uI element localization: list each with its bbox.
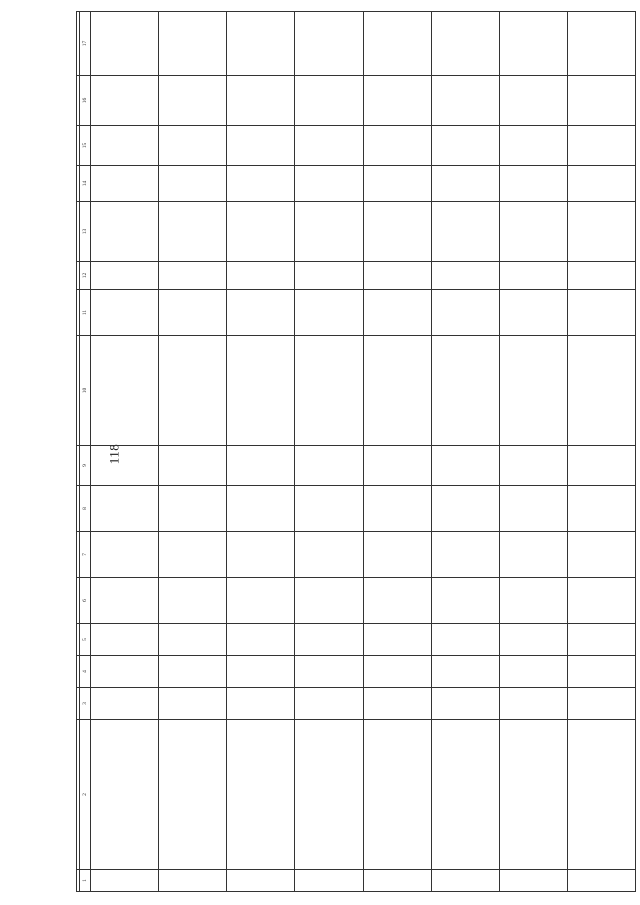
table-cell — [567, 870, 635, 892]
table-cell — [227, 578, 295, 624]
column-number: 8 — [80, 486, 91, 532]
column-number: 9 — [80, 446, 91, 486]
column-number: 7 — [80, 532, 91, 578]
table-cell — [295, 12, 363, 76]
table-cell — [499, 624, 567, 656]
table-cell — [363, 720, 431, 870]
table-cell — [227, 12, 295, 76]
table-cell — [159, 532, 227, 578]
table-cell — [295, 486, 363, 532]
table-cell — [363, 486, 431, 532]
column-number-row — [80, 12, 91, 892]
table-body — [91, 12, 636, 892]
table-cell — [499, 656, 567, 688]
table-cell — [91, 720, 159, 870]
table-cell — [91, 870, 159, 892]
table-cell — [431, 578, 499, 624]
table-cell — [159, 76, 227, 126]
table-cell — [295, 166, 363, 202]
table-cell — [499, 290, 567, 336]
table-cell — [431, 720, 499, 870]
column-number: 11 — [80, 290, 91, 336]
table-cell — [567, 290, 635, 336]
table-cell — [499, 76, 567, 126]
table-row — [431, 12, 499, 892]
table-row — [295, 12, 363, 892]
table-cell — [567, 262, 635, 290]
table-cell — [295, 532, 363, 578]
column-number: 4 — [80, 656, 91, 688]
table-cell — [91, 76, 159, 126]
table-cell — [363, 126, 431, 166]
table-cell — [159, 262, 227, 290]
table-cell — [159, 166, 227, 202]
table-cell — [227, 336, 295, 446]
table-cell — [431, 486, 499, 532]
table-cell — [499, 336, 567, 446]
table-cell — [499, 870, 567, 892]
table-cell — [91, 624, 159, 656]
table-cell — [567, 486, 635, 532]
table-cell — [91, 486, 159, 532]
table-cell — [91, 166, 159, 202]
table-cell — [363, 624, 431, 656]
table-cell — [431, 446, 499, 486]
table-cell — [431, 76, 499, 126]
table-cell — [295, 688, 363, 720]
table-cell — [91, 290, 159, 336]
table-cell — [159, 202, 227, 262]
table-row — [91, 12, 159, 892]
column-number: 13 — [80, 202, 91, 262]
table-cell — [499, 12, 567, 76]
table-cell — [567, 126, 635, 166]
column-number: 15 — [80, 126, 91, 166]
table-cell — [363, 532, 431, 578]
table-cell — [91, 262, 159, 290]
table-cell — [431, 12, 499, 76]
table-cell — [431, 688, 499, 720]
table-cell — [91, 656, 159, 688]
table-cell — [567, 446, 635, 486]
table-cell — [567, 336, 635, 446]
table-cell — [227, 532, 295, 578]
table-cell — [295, 578, 363, 624]
table-cell — [295, 446, 363, 486]
table-cell — [363, 578, 431, 624]
column-number: 16 — [80, 76, 91, 126]
table-row — [159, 12, 227, 892]
table-cell — [227, 720, 295, 870]
table-cell — [499, 486, 567, 532]
column-number: 2 — [80, 720, 91, 870]
table-cell — [499, 720, 567, 870]
table-cell — [227, 656, 295, 688]
table-cell — [91, 688, 159, 720]
table-cell — [159, 12, 227, 76]
table-cell — [159, 870, 227, 892]
table-cell — [567, 624, 635, 656]
table-cell — [295, 126, 363, 166]
table-cell — [499, 446, 567, 486]
table-cell — [227, 624, 295, 656]
table-cell — [159, 446, 227, 486]
table-cell — [295, 76, 363, 126]
table-cell — [567, 12, 635, 76]
table-cell — [295, 656, 363, 688]
table-cell — [431, 336, 499, 446]
table-cell — [91, 202, 159, 262]
table-row — [227, 12, 295, 892]
column-number: 14 — [80, 166, 91, 202]
table-cell — [363, 446, 431, 486]
column-number: 5 — [80, 624, 91, 656]
table-cell — [363, 202, 431, 262]
table-cell — [363, 76, 431, 126]
table-cell — [363, 262, 431, 290]
column-number: 17 — [80, 12, 91, 76]
table-cell — [295, 202, 363, 262]
table-cell — [227, 202, 295, 262]
table-cell — [159, 486, 227, 532]
table-cell — [431, 656, 499, 688]
table-cell — [363, 870, 431, 892]
table-cell — [227, 290, 295, 336]
table-cell — [227, 870, 295, 892]
table-cell — [91, 126, 159, 166]
table-cell — [567, 688, 635, 720]
table-cell — [567, 202, 635, 262]
table-cell — [227, 446, 295, 486]
table-cell — [431, 624, 499, 656]
table-cell — [91, 578, 159, 624]
table-cell — [499, 126, 567, 166]
table-cell — [567, 166, 635, 202]
table-cell — [363, 336, 431, 446]
table-cell — [363, 290, 431, 336]
table-cell — [499, 202, 567, 262]
table-cell — [159, 720, 227, 870]
table-cell — [363, 166, 431, 202]
table-cell — [431, 870, 499, 892]
table-cell — [567, 578, 635, 624]
table-cell — [159, 624, 227, 656]
table-cell — [159, 290, 227, 336]
table-cell — [295, 720, 363, 870]
table-cell — [295, 290, 363, 336]
table-cell — [499, 688, 567, 720]
table-cell — [227, 166, 295, 202]
table-cell — [431, 126, 499, 166]
table-row — [363, 12, 431, 892]
table-cell — [499, 262, 567, 290]
table-cell — [567, 720, 635, 870]
table-cell — [227, 126, 295, 166]
table-cell — [91, 336, 159, 446]
table-row — [499, 12, 567, 892]
table-cell — [91, 12, 159, 76]
table-cell — [567, 76, 635, 126]
table-cell — [431, 166, 499, 202]
table-cell — [159, 578, 227, 624]
table-cell — [159, 336, 227, 446]
rotated-table-container — [76, 12, 636, 892]
table-cell — [567, 532, 635, 578]
table-cell — [91, 532, 159, 578]
table-cell — [567, 656, 635, 688]
table-cell — [227, 486, 295, 532]
table-cell — [91, 443, 159, 486]
table-cell — [159, 656, 227, 688]
table-row — [567, 12, 635, 892]
table-cell — [363, 12, 431, 76]
table-cell — [227, 688, 295, 720]
table-cell — [295, 870, 363, 892]
registry-table — [76, 11, 636, 892]
table-cell — [295, 262, 363, 290]
table-cell — [363, 688, 431, 720]
column-number: 12 — [80, 262, 91, 290]
table-cell — [431, 532, 499, 578]
column-number: 3 — [80, 688, 91, 720]
table-cell — [363, 656, 431, 688]
table-cell — [431, 262, 499, 290]
table-cell — [499, 166, 567, 202]
table-cell — [227, 262, 295, 290]
table-cell — [159, 688, 227, 720]
table-cell — [295, 336, 363, 446]
column-number: 10 — [80, 336, 91, 446]
column-number: 6 — [80, 578, 91, 624]
table-cell — [499, 532, 567, 578]
table-cell — [431, 290, 499, 336]
page-number: 118 — [106, 443, 122, 465]
table-cell — [295, 624, 363, 656]
table-cell — [431, 202, 499, 262]
table-cell — [499, 578, 567, 624]
column-number: 1 — [80, 870, 91, 892]
table-cell — [159, 126, 227, 166]
table-cell — [227, 76, 295, 126]
